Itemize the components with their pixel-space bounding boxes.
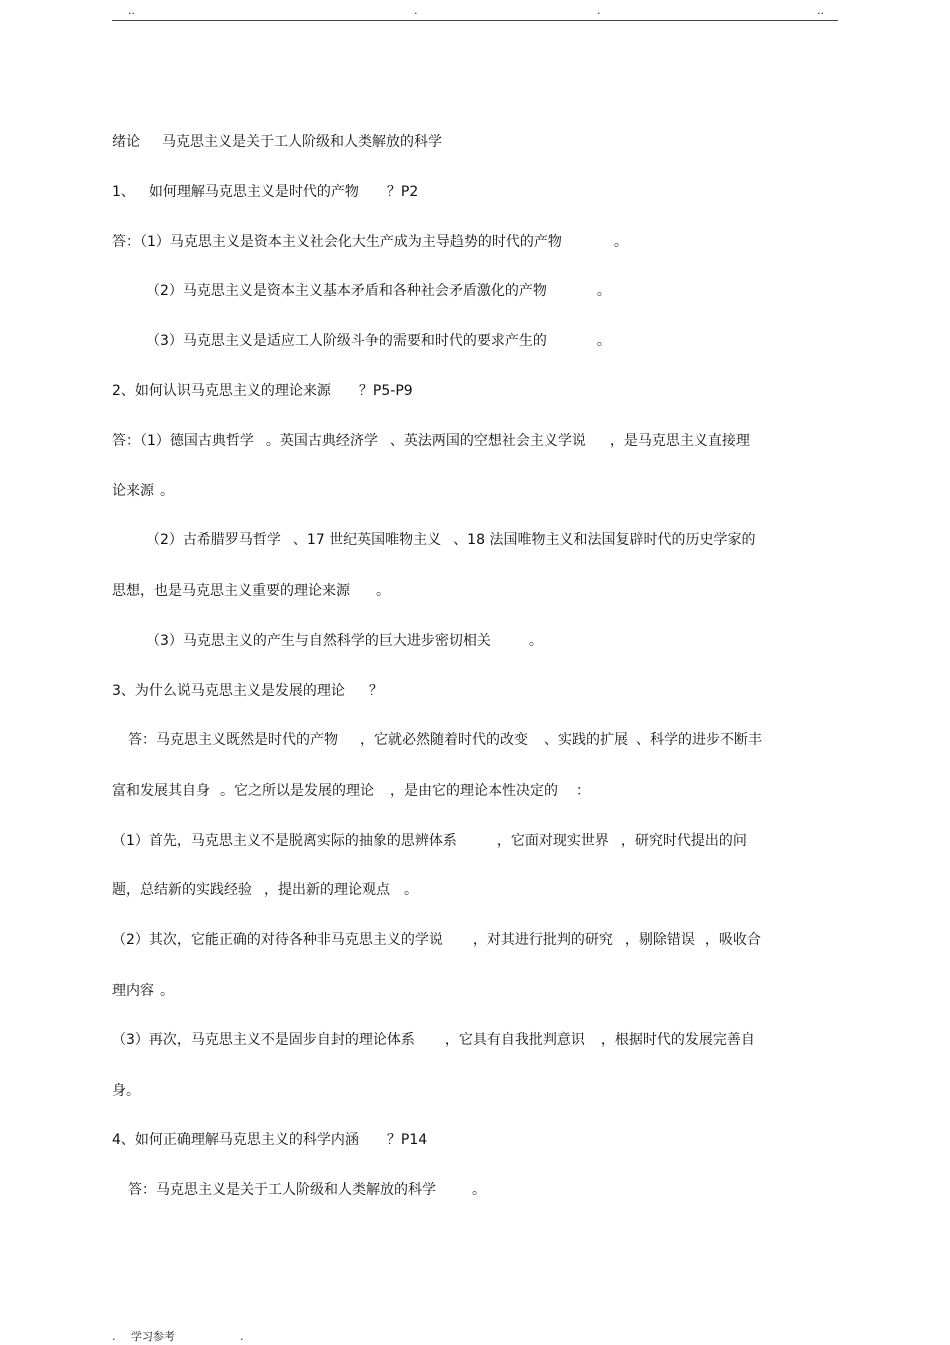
text-segment: 、英法两国的空想社会主义学说	[389, 433, 586, 449]
text-segment: 。	[160, 483, 174, 499]
text-segment: 。它之所以是发展的理论	[220, 783, 374, 799]
answer-3-line-1	[128, 731, 762, 749]
text-segment: 。	[404, 882, 418, 898]
text-segment: （2）古希腊罗马哲学	[146, 532, 281, 548]
text-segment: ，它就必然随着时代的改变	[360, 732, 528, 748]
text-segment: 、实践的扩展	[544, 732, 628, 748]
answer-1-line-2	[146, 282, 611, 300]
text-segment: 、17 世纪英国唯物主义	[292, 532, 442, 548]
text-segment: ，剔除错误	[624, 932, 695, 948]
text-segment: 。	[160, 983, 174, 999]
text-segment: 如何理解马克思主义是时代的产物	[148, 184, 359, 200]
text-segment: 马克思主义是关于工人阶级和人类解放的科学	[162, 134, 442, 150]
text-segment: （1）首先，马克思主义不是脱离实际的抽象的思辨体系	[112, 833, 457, 849]
text-segment: （2）马克思主义是资本主义基本矛盾和各种社会矛盾激化的产物	[146, 283, 547, 299]
question-3	[112, 682, 383, 700]
text-segment: 3、为什么说马克思主义是发展的理论	[112, 683, 345, 699]
text-segment: ：	[576, 783, 590, 799]
answer-2-line-1	[112, 432, 750, 450]
header-mark-1: ..	[128, 4, 135, 17]
text-segment: （3）再次，马克思主义不是固步自封的理论体系	[112, 1032, 415, 1048]
text-segment: 绪论	[112, 134, 140, 150]
text-segment: 2、如何认识马克思主义的理论来源	[112, 383, 331, 399]
answer-3-point-2-line-2	[112, 982, 174, 1000]
text-segment: 答：马克思主义是关于工人阶级和人类解放的科学	[128, 1182, 436, 1198]
answer-3-line-2	[112, 782, 590, 800]
text-segment: 4、如何正确理解马克思主义的科学内涵	[112, 1132, 359, 1148]
answer-4	[128, 1181, 486, 1199]
section-title	[112, 133, 442, 151]
question-2	[112, 382, 413, 400]
text-segment: （3）马克思主义的产生与自然科学的巨大进步密切相关	[146, 633, 491, 649]
text-segment: ，它面对现实世界	[496, 833, 609, 849]
text-segment: ？P2	[386, 184, 419, 200]
text-segment: ，它具有自我批判意识	[444, 1032, 585, 1048]
footer-dot-left: .	[112, 1330, 116, 1343]
text-segment: 、18 法国唯物主义和法国复辟时代的历史学家的	[453, 532, 756, 548]
text-segment: ，根据时代的发展完善自	[600, 1032, 755, 1048]
answer-2-line-4	[112, 582, 390, 600]
text-segment: ，研究时代提出的问	[620, 833, 747, 849]
text-segment: 答：（1）德国古典哲学	[112, 433, 254, 449]
answer-3-point-1-line-1	[112, 832, 747, 850]
text-segment: 答：马克思主义既然是时代的产物	[128, 732, 338, 748]
text-segment: ，对其进行批判的研究	[472, 932, 613, 948]
answer-3-point-2-line-1	[112, 931, 761, 949]
text-segment: 富和发展其自身	[112, 783, 210, 799]
text-segment: ，是由它的理论本性决定的	[390, 783, 558, 799]
answer-1-line-1	[112, 233, 628, 251]
text-segment: 理内容	[112, 983, 154, 999]
text-segment: 1、	[112, 184, 135, 200]
text-segment: 。	[596, 333, 611, 349]
text-segment: ？P14	[386, 1132, 428, 1148]
answer-3-point-3-line-2	[112, 1082, 140, 1100]
header-mark-3: .	[597, 4, 601, 17]
header-rule	[112, 20, 838, 21]
text-segment: 题，总结新的实践经验	[112, 882, 252, 898]
question-4	[112, 1131, 427, 1149]
footer-dot-right: .	[240, 1330, 244, 1343]
text-segment: ？P5-P9	[358, 383, 413, 399]
text-segment: （3）马克思主义是适应工人阶级斗争的需要和时代的要求产生的	[146, 333, 547, 349]
text-segment: 。	[613, 234, 628, 250]
text-segment: 。	[472, 1182, 486, 1198]
question-1	[112, 183, 418, 201]
answer-3-point-1-line-2	[112, 881, 418, 899]
text-segment: 身。	[112, 1083, 140, 1099]
answer-2-line-3	[146, 531, 755, 549]
text-segment: 论来源	[112, 483, 154, 499]
text-segment: 、科学的进步不断丰	[636, 732, 762, 748]
text-segment: ？	[368, 683, 383, 699]
header-mark-4: ..	[817, 4, 824, 17]
text-segment: ，提出新的理论观点	[264, 882, 390, 898]
answer-1-line-3	[146, 332, 611, 350]
text-segment: ，是马克思主义直接理	[609, 433, 750, 449]
text-segment: （2）其次，它能正确的对待各种非马克思主义的学说	[112, 932, 443, 948]
header-mark-2: .	[414, 4, 418, 17]
answer-3-point-3-line-1	[112, 1031, 755, 1049]
answer-2-line-2	[112, 482, 174, 500]
text-segment: 思想，也是马克思主义重要的理论来源	[112, 583, 350, 599]
text-segment: ，吸收合	[704, 932, 761, 948]
footer-label: 学习参考	[131, 1330, 175, 1343]
answer-2-line-5	[146, 632, 543, 650]
text-segment: 。	[528, 633, 543, 649]
text-segment: 。	[376, 583, 390, 599]
text-segment: 。英国古典经济学	[265, 433, 378, 449]
text-segment: 答：（1）马克思主义是资本主义社会化大生产成为主导趋势的时代的产物	[112, 234, 562, 250]
text-segment: 。	[596, 283, 611, 299]
